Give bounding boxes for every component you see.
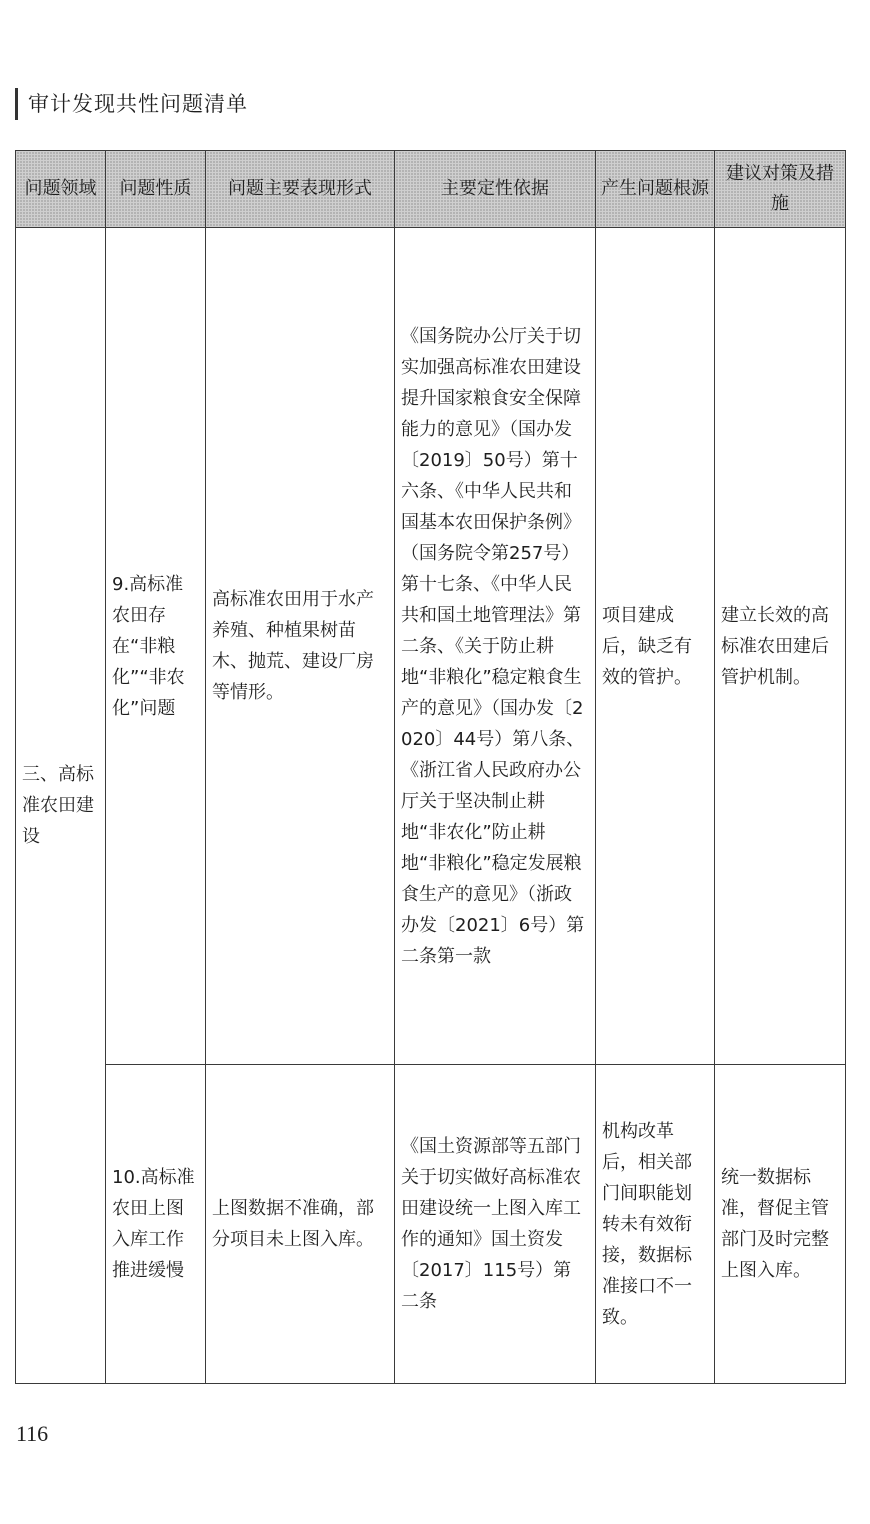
cell-basis: 《国务院办公厅关于切实加强高标准农田建设提升国家粮食安全保障能力的意见》（国办发〔2019〕50号）第十六条、《中华人民共和国基本农田保护条例》（国务院令第257号）第十七条、《中华人民共和国土地管理法》第二条、《关于防止耕地“非粮化”稳定粮食生产的意见》（国办发〔2020〕44号）第八条、《浙江省人民政府办公厅关于坚决制止耕地“非农化”防止耕地“非粮化”稳定发展粮食生产的意见》（浙政办发〔2021〕6号）第二条第一款 [395, 228, 596, 1065]
table-header-row [16, 151, 846, 228]
page-header-title: 审计发现共性问题清单 [28, 92, 248, 116]
cell-manifestation: 上图数据不准确，部分项目未上图入库。 [206, 1065, 395, 1384]
column-header-nature: 问题性质 [106, 151, 206, 228]
column-header-root-cause: 产生问题根源 [596, 151, 715, 228]
cell-nature: 9.高标准农田存在“非粮化”“非农化”问题 [106, 228, 206, 1065]
cell-root-cause: 项目建成后，缺乏有效的管护。 [596, 228, 715, 1065]
page-number: 116 [16, 1421, 49, 1446]
issues-table [15, 150, 846, 1384]
cell-root-cause: 机构改革后，相关部门间职能划转未有效衔接，数据标准接口不一致。 [596, 1065, 715, 1384]
cell-nature: 10.高标准农田上图入库工作推进缓慢 [106, 1065, 206, 1384]
cell-area: 三、高标准农田建设 [16, 228, 106, 1384]
cell-suggestion: 统一数据标准，督促主管部门及时完整上图入库。 [715, 1065, 846, 1384]
cell-manifestation: 高标准农田用于水产养殖、种植果树苗木、抛荒、建设厂房等情形。 [206, 228, 395, 1065]
table-row [16, 228, 846, 1065]
table-row [16, 1065, 846, 1384]
column-header-manifestation: 问题主要表现形式 [206, 151, 395, 228]
column-header-basis: 主要定性依据 [395, 151, 596, 228]
cell-basis: 《国土资源部等五部门关于切实做好高标准农田建设统一上图入库工作的通知》国土资发〔2017〕115号）第二条 [395, 1065, 596, 1384]
cell-suggestion: 建立长效的高标准农田建后管护机制。 [715, 228, 846, 1065]
column-header-suggestion: 建议对策及措施 [715, 151, 846, 228]
header-accent-bar [15, 88, 18, 120]
column-header-area: 问题领域 [16, 151, 106, 228]
